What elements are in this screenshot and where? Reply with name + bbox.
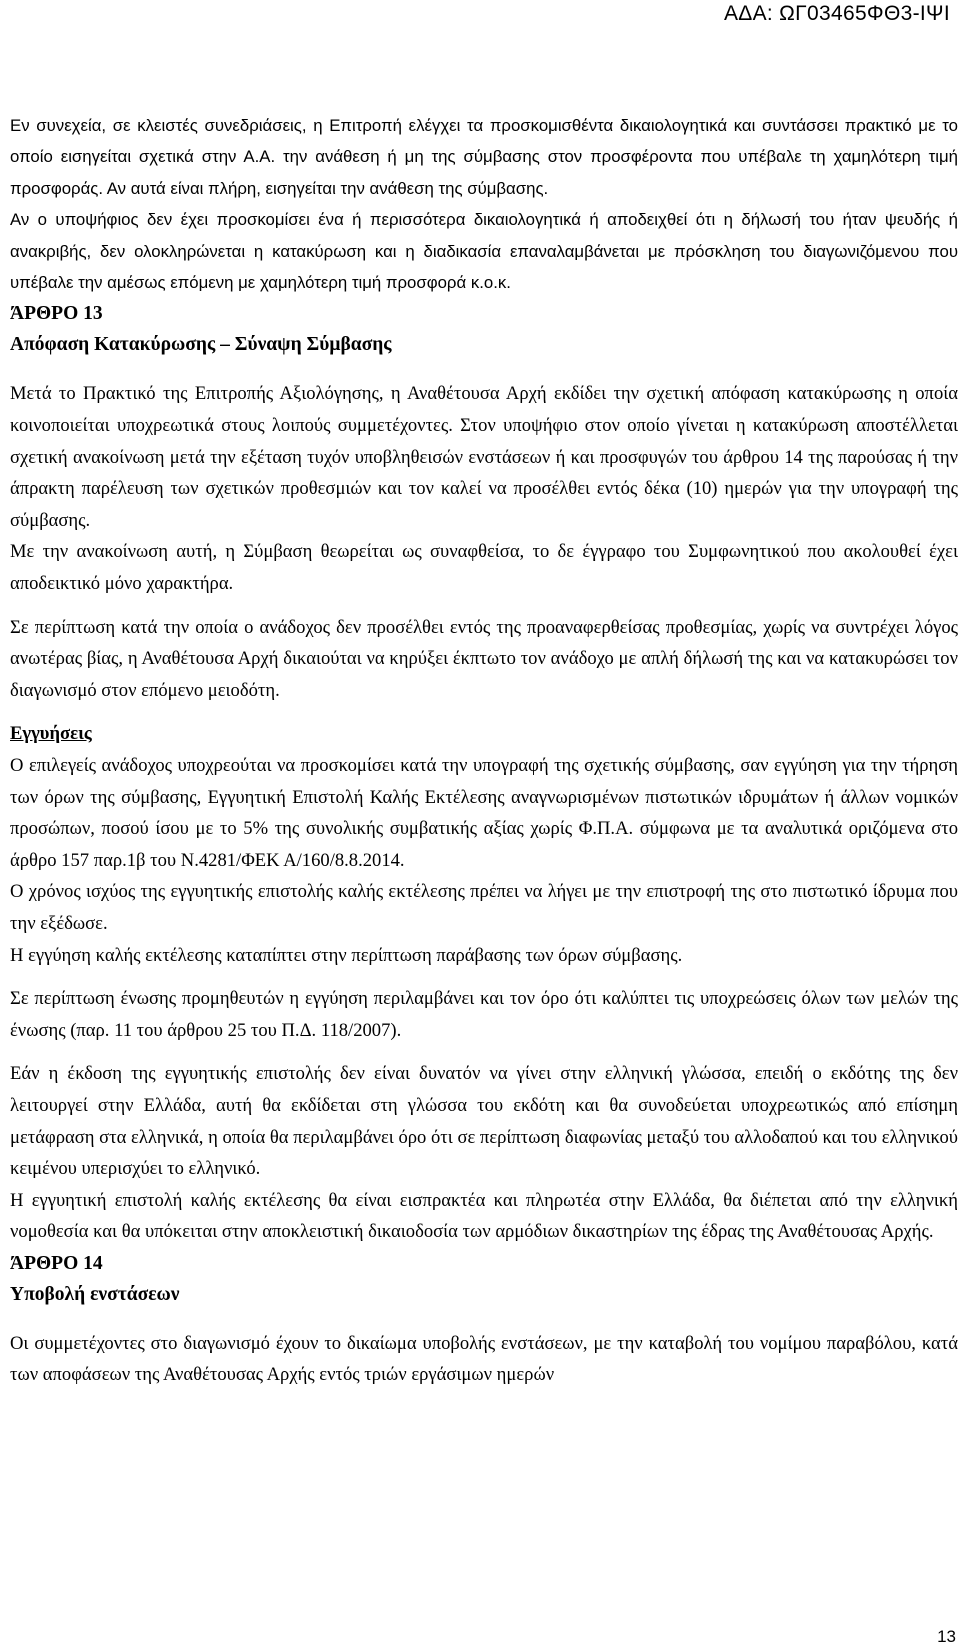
article-13-paragraph-9: Η εγγυητική επιστολή καλής εκτέλεσης θα είναι εισπρακτέα και πληρωτέα στην Ελλάδα, θα διέπεται από την ελληνική νομοθεσία και θα υπόκειται στην αποκλειστική δικαιοδοσία των αρμόδιων δικαστηρίων της έδρας της Αναθέτουσας Αρχής. bbox=[10, 1189, 958, 1243]
intro-paragraph-2: Αν ο υποψήφιος δεν έχει προσκομίσει ένα ή περισσότερα δικαιολογητικά ή αποδειχθεί ότι η δήλωσή του ήταν ψευδής ή ανακριβής, δεν ολοκληρώνεται η κατακύρωση και η διαδικασία επαναλαμβάνεται με πρόσκληση του διαγωνιζόμενου που υπέβαλε την αμέσως επόμενη με χαμηλότερη τιμή προσφορά κ.ο.κ. bbox=[10, 210, 958, 293]
article-13-paragraph-7: Σε περίπτωση ένωσης προμηθευτών η εγγύηση περιλαμβάνει και τον όρο ότι καλύπτει τις υποχρεώσεις όλων των μελών της ένωσης (παρ. 11 του άρθρου 25 του Π.Δ. 118/2007). bbox=[10, 988, 958, 1041]
document-body bbox=[10, 110, 958, 1391]
guarantees-heading-text: Εγγυήσεις bbox=[10, 723, 92, 745]
ada-code: ΑΔΑ: ΩΓ03465ΦΘ3-ΙΨΙ bbox=[723, 2, 950, 25]
article-13-paragraph-2: Με την ανακοίνωση αυτή, η Σύμβαση θεωρείται ως συναφθείσα, το δε έγγραφο του Συμφωνητικού που ακολουθεί έχει αποδεικτικό μόνο χαρακτήρα. bbox=[10, 541, 958, 594]
article-13-paragraph-8: Εάν η έκδοση της εγγυητικής επιστολής δεν είναι δυνατόν να γίνει στην ελληνική γλώσσα, επειδή ο εκδότης της δεν λειτουργεί στην Ελλάδα, αυτή θα εκδίδεται στη γλώσσα του εκδότη και θα συνοδεύεται υποχρεωτικώς από επίσημη μετάφραση στα ελληνικά, η οποία θα περιλαμβάνει όρο ότι σε περίπτωση διαφωνίας μεταξύ του αλλοδαπού και του ελληνικού κειμένου υπερισχύει το ελληνικό. bbox=[10, 1063, 958, 1180]
article-14-title: Υποβολή ενστάσεων bbox=[10, 1283, 180, 1305]
article-13-title: Απόφαση Κατακύρωσης – Σύναψη Σύμβασης bbox=[10, 334, 392, 356]
page-number: 13 bbox=[937, 1627, 956, 1646]
article-14-paragraph-1: Οι συμμετέχοντες στο διαγωνισμό έχουν το δικαίωμα υποβολής ενστάσεων, με την καταβολή του νομίμου παραβόλου, κατά των αποφάσεων της Αναθέτουσας Αρχής εντός τριών εργάσιμων ημερών bbox=[10, 1332, 958, 1386]
article-13-paragraph-3: Σε περίπτωση κατά την οποία ο ανάδοχος δεν προσέλθει εντός της προαναφερθείσας προθεσμίας, χωρίς να συντρέχει λόγος ανωτέρας βίας, η Αναθέτουσα Αρχή δικαιούται να κηρύξει έκπτωτο τον ανάδοχο με απλή δήλωσή της και να κατακυρώσει τον διαγωνισμό στον επόμενο μειοδότη. bbox=[10, 616, 958, 701]
intro-paragraph-1: Εν συνεχεία, σε κλειστές συνεδριάσεις, η Επιτροπή ελέγχει τα προσκομισθέντα δικαιολογητικά και συντάσσει πρακτικό με το οποίο εισηγείται σχετικά στην Α.Α. την ανάθεση ή μη της σύμβασης στον προσφέροντα που υπέβαλε τη χαμηλότερη τιμή προσφοράς. Αν αυτά είναι πλήρη, εισηγείται την ανάθεση της σύμβασης. bbox=[10, 116, 958, 198]
article-14-number: ΆΡΘΡΟ 14 bbox=[10, 1252, 103, 1274]
article-13-number: ΆΡΘΡΟ 13 bbox=[10, 303, 103, 325]
article-13-paragraph-5: Ο χρόνος ισχύος της εγγυητικής επιστολής καλής εκτέλεσης πρέπει να λήγει με την επιστροφή της στο πιστωτικό ίδρυμα που την εξέδωσε. bbox=[10, 881, 958, 934]
article-13-paragraph-6: Η εγγύηση καλής εκτέλεσης καταπίπτει στην περίπτωση παράβασης των όρων σύμβασης. bbox=[10, 944, 683, 966]
guarantees-heading bbox=[10, 718, 958, 750]
article-13-paragraph-4: Ο επιλεγείς ανάδοχος υποχρεούται να προσκομίσει κατά την υπογραφή της σχετικής σύμβασης, σαν εγγύηση για την τήρηση των όρων της σύμβασης, Εγγυητική Επιστολή Καλής Εκτέλεσης αναγνωρισμένων πιστωτικών ιδρυμάτων ή άλλων νομικών προσώπων, ποσού ίσου με το 5% της συνολικής συμβατικής αξίας χωρίς Φ.Π.Α. σύμφωνα με τα αναλυτικά οριζόμενα στο άρθρο 157 παρ.1β του Ν.4281/ΦΕΚ Α/160/8.8.2014. bbox=[10, 754, 958, 871]
article-13-paragraph-1: Μετά το Πρακτικό της Επιτροπής Αξιολόγησης, η Αναθέτουσα Αρχή εκδίδει την σχετική απόφαση κατακύρωσης η οποία κοινοποιείται υποχρεωτικά στους λοιπούς συμμετέχοντες. Στον υποψήφιο στον οποίο γίνεται η κατακύρωση αποστέλλεται σχετική ανακοίνωση μετά την εξέταση τυχόν υποβληθεισών ενστάσεων ή και προσφυγών του άρθρου 14 της παρούσας ή την άπρακτη παρέλευση των σχετικών προθεσμιών και τον καλεί να προσέλθει εντός δέκα (10) ημερών για την υπογραφή της σύμβασης. bbox=[10, 383, 958, 531]
